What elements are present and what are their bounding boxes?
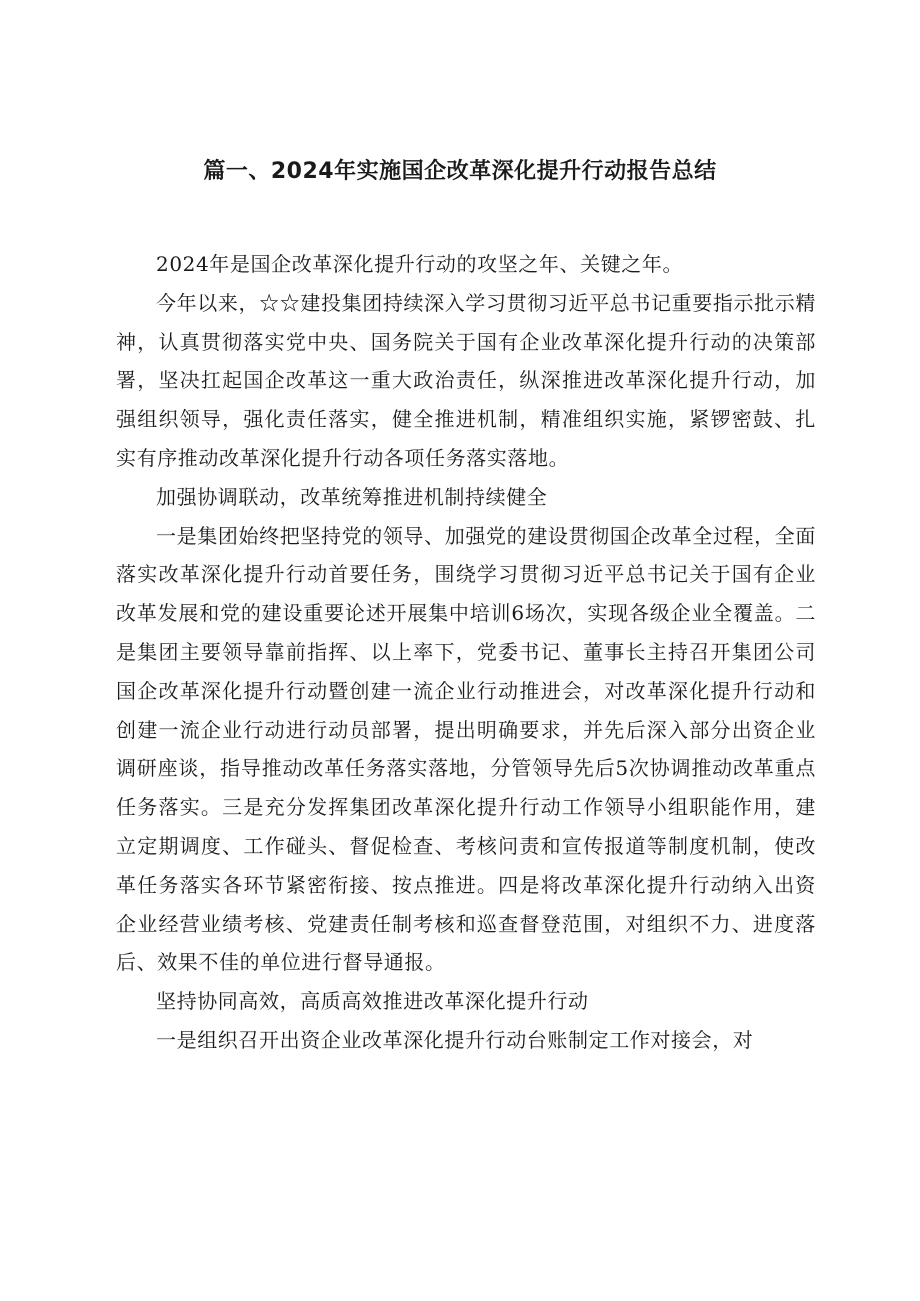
section-heading-coordination: 加强协调联动，改革统筹推进机制持续健全 xyxy=(156,484,548,509)
paragraph-coordination: 一是集团始终把坚持党的领导、加强党的建设贯彻国企改革全过程，全面落实改革深化提升行动首要任务，围绕学习贯彻习近平总书记关于国有企业改革发展和党的建设重要论述开展集中培训6场次，实现各级企业全覆盖。二是集团主要领导靠前指挥、以上率下，党委书记、董事长主持召开集团公司国企改革深化提升行动暨创建一流企业行动推进会，对改革深化提升行动和创建一流企业行动进行动员部署，提出明确要求，并先后深入部分出资企业调研座谈，指导推动改革任务落实落地，分管领导先后5次协调推动改革重点任务落实。三是充分发挥集团改革深化提升行动工作领导小组职能作用，建立定期调度、工作碰头、督促检查、考核问责和宣传报道等制度机制，使改革任务落实各环节紧密衔接、按点推进。四是将改革深化提升行动纳入出资企业经营业绩考核、党建责任制考核和巡查督登范围，对组织不力、进度落后、效果不佳的单位进行督导通报。 xyxy=(116,523,816,975)
section-heading-collaboration: 坚持协同高效，高质高效推进改革深化提升行动 xyxy=(156,989,589,1014)
document-body xyxy=(116,245,816,1060)
paragraph-overview: 今年以来，☆☆建投集团持续深入学习贯彻习近平总书记重要指示批示精神，认真贯彻落实党中央、国务院关于国有企业改革深化提升行动的决策部署，坚决扛起国企改革这一重大政治责任，纵深推进改革深化提升行动，加强组织领导，强化责任落实，健全推进机制，精准组织实施，紧锣密鼓、扎实有序推动改革深化提升行动各项任务落实落地。 xyxy=(116,290,816,470)
paragraph-collaboration: 一是组织召开出资企业改革深化提升行动台账制定工作对接会，对 xyxy=(156,1027,754,1052)
document-title: 篇一、2024年实施国企改革深化提升行动报告总结 xyxy=(203,159,717,184)
paragraph-intro: 2024年是国企改革深化提升行动的攻坚之年、关键之年。 xyxy=(156,252,684,276)
